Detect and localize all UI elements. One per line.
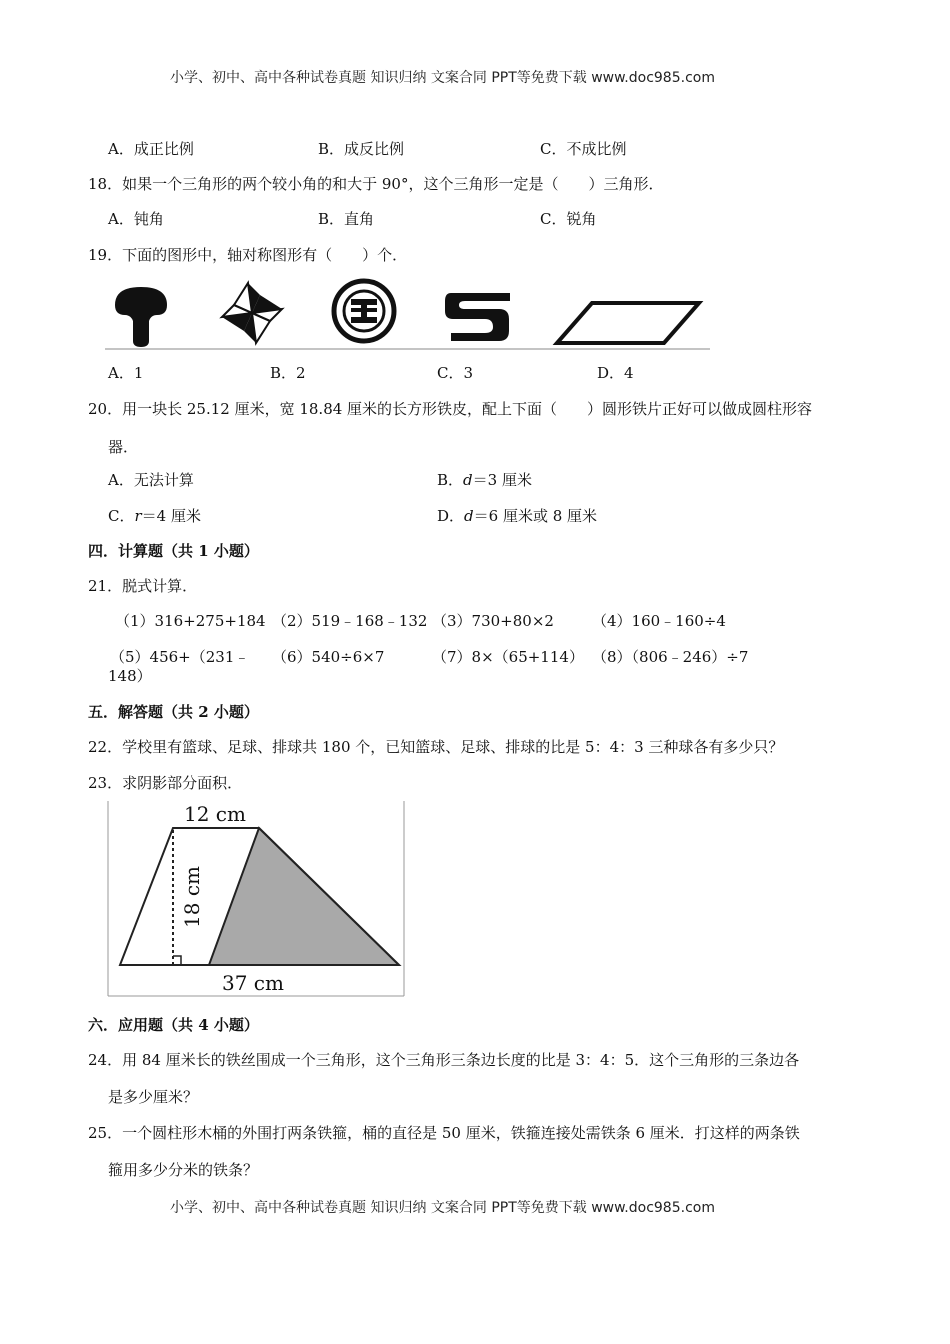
bank-logo-icon	[334, 281, 394, 341]
q21-item-2: （2）519﹣168﹣132	[272, 612, 428, 630]
page-footer: 小学、初中、高中各种试卷真题 知识归纳 文案合同 PPT等免费下载 www.doc985.com	[170, 1200, 715, 1216]
q20-stem-line1: 20．用一块长 25.12 厘米，宽 18.84 厘米的长方形铁皮，配上下面（ ）圆形铁片正好可以做成圆柱形容	[88, 400, 813, 418]
q19-option-d: D．4	[597, 364, 634, 382]
shaded-triangle	[209, 828, 399, 965]
q24-line1: 24．用 84 厘米长的铁丝围成一个三角形，这个三角形三条边长度的比是 3：4：5．这个三角形的三条边各	[88, 1051, 800, 1069]
q21-item-7: （7）8×（65+114）	[432, 648, 584, 666]
q21-item-1: （1）316+275+184	[115, 612, 266, 630]
section-5-title: 五．解答题（共 2 小题）	[88, 703, 259, 721]
section-4-title: 四．计算题（共 1 小题）	[88, 542, 259, 560]
q21-item-6: （6）540÷6×7	[272, 648, 385, 666]
section-6-title: 六．应用题（共 4 小题）	[88, 1016, 259, 1034]
q22-stem: 22．学校里有篮球、足球、排球共 180 个，已知篮球、足球、排球的比是 5：4：3 三种球各有多少只？	[88, 738, 784, 756]
q20-option-a: A．无法计算	[108, 471, 194, 489]
q21-item-4: （4）160﹣160÷4	[592, 612, 726, 630]
q21-item-5-continued: 148）	[108, 667, 152, 685]
q24-line2: 是多少厘米？	[108, 1088, 199, 1106]
top-label: 12 cm	[184, 802, 246, 826]
q18-option-b: B．直角	[318, 210, 375, 228]
q25-line2: 箍用多少分米的铁条？	[108, 1161, 259, 1179]
q19-option-a: A．1	[108, 364, 144, 382]
s-logo-icon	[445, 293, 510, 341]
q17-option-b: B．成反比例	[318, 140, 405, 158]
q19-option-b: B．2	[270, 364, 306, 382]
bottom-label: 37 cm	[222, 971, 284, 995]
q17-option-c: C．不成比例	[540, 140, 627, 158]
q21-item-3: （3）730+80×2	[432, 612, 554, 630]
q18-option-a: A．钝角	[108, 210, 164, 228]
q21-stem: 21．脱式计算．	[88, 577, 198, 595]
q23-trapezoid-figure	[107, 800, 406, 998]
q17-option-a: A．成正比例	[108, 140, 194, 158]
pinwheel-icon	[222, 283, 282, 343]
height-label: 18 cm	[180, 866, 204, 928]
q21-item-5: （5）456+（231﹣	[110, 648, 250, 666]
q19-stem: 19．下面的图形中，轴对称图形有（ ）个．	[88, 246, 408, 264]
right-angle-mark	[173, 956, 181, 965]
q20-option-d: D．d＝6 厘米或 8 厘米	[437, 507, 598, 525]
q23-stem: 23．求阴影部分面积．	[88, 774, 243, 792]
q21-item-8: （8）（806﹣246）÷7	[592, 648, 749, 666]
q25-line1: 25．一个圆柱形木桶的外围打两条铁箍，桶的直径是 50 厘米，铁箍连接处需铁条 6 厘米．打这样的两条铁	[88, 1124, 800, 1142]
q20-stem-line2: 器．	[108, 438, 139, 456]
parallelogram-icon	[557, 303, 699, 343]
q18-stem: 18．如果一个三角形的两个较小角的和大于 90°，这个三角形一定是（ ）三角形．	[88, 175, 664, 193]
q19-figure-strip	[105, 275, 710, 352]
q20-option-c: C．r＝4 厘米	[108, 507, 201, 525]
page-header: 小学、初中、高中各种试卷真题 知识归纳 文案合同 PPT等免费下载 www.doc985.com	[170, 70, 715, 86]
q20-option-b: B．d＝3 厘米	[437, 471, 532, 489]
q19-option-c: C．3	[437, 364, 474, 382]
tee-shape-icon	[115, 287, 167, 347]
q18-option-c: C．锐角	[540, 210, 597, 228]
